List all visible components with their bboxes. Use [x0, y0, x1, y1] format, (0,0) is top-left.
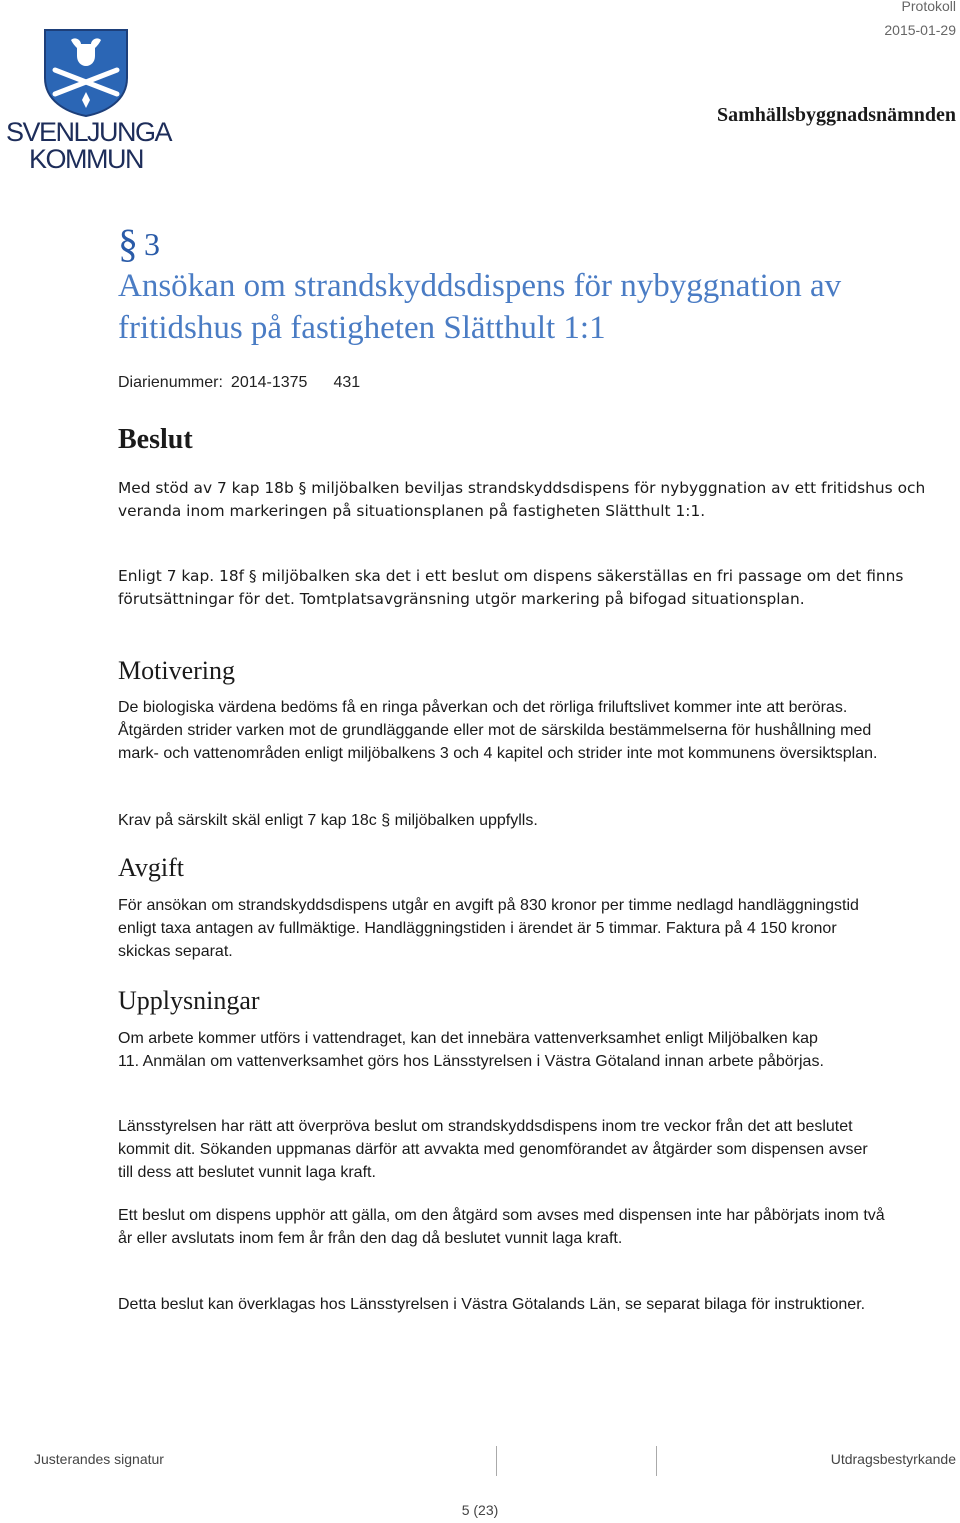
committee-name: Samhällsbyggnadsnämnden: [717, 104, 956, 126]
signature-label: Justerandes signatur: [34, 1451, 164, 1467]
paragraph-number: 3: [144, 226, 160, 262]
diarie-code: 431: [333, 374, 361, 391]
upplysningar-paragraph-4: Detta beslut kan överklagas hos Länsstyrelsen i Västra Götalands Län, se separat bilaga för instruktioner.: [118, 1296, 866, 1313]
beslut-paragraph-1: Med stöd av 7 kap 18b § miljöbalken beviljas strandskyddsdispens för nybyggnation av ett fritidshus och veranda inom markeringen på situationsplanen på fastigheten Slätthult 1:1.: [118, 479, 926, 520]
heading-avgift: Avgift: [118, 853, 184, 882]
logo-line2: KOMMUN: [29, 144, 143, 174]
diarie-number: 2014-1375: [230, 374, 308, 391]
coat-of-arms-icon: [41, 26, 131, 118]
section-title: Ansökan om strandskyddsdispens för nybyggnation av fritidshus på fastigheten Slätthult 1:1: [118, 268, 842, 346]
document-type: Protokoll: [901, 0, 956, 14]
logo-line1: SVENLJUNGA: [6, 117, 172, 147]
avgift-paragraph-1: För ansökan om strandskyddsdispens utgår en avgift på 830 kronor per timme nedlagd handläggningstid enligt taxa antagen av fullmäktige. Handläggningstiden i ärendet är 5 timmar. Faktura på 4 150 kronor skickas separat.: [118, 897, 859, 960]
municipality-logo: [6, 26, 172, 174]
signature-divider: [656, 1446, 657, 1476]
beslut-paragraph-2: Enligt 7 kap. 18f § miljöbalken ska det i ett beslut om dispens säkerställas en fri passage om det finns förutsättningar för det. Tomtplatsavgränsning utgör markering på bifogad situationsplan.: [118, 567, 904, 608]
signature-divider: [496, 1446, 497, 1476]
document-date: 2015-01-29: [884, 22, 956, 38]
upplysningar-paragraph-2: Länsstyrelsen har rätt att överpröva beslut om strandskyddsdispens inom tre veckor från det att beslutet kommit dit. Sökanden uppmanas därför att avvakta med genomförandet av åtgärder som dispensen avser till dess att beslutet vunnit laga kraft.: [118, 1118, 868, 1181]
page-number: 5 (23): [461, 1502, 499, 1518]
diarienummer: [118, 374, 368, 392]
section-number: [118, 221, 160, 266]
motivering-paragraph-2: Krav på särskilt skäl enligt 7 kap 18c § miljöbalken uppfylls.: [118, 812, 538, 829]
upplysningar-paragraph-3: Ett beslut om dispens upphör att gälla, om den åtgärd som avses med dispensen inte har påbörjats inom två år eller avslutats inom fem år från den dag då beslutet vunnit laga kraft.: [118, 1207, 885, 1247]
certification-label: Utdragsbestyrkande: [830, 1451, 956, 1467]
heading-beslut: Beslut: [118, 424, 193, 455]
diarie-label: Diarienummer:: [118, 374, 223, 391]
upplysningar-paragraph-1: Om arbete kommer utförs i vattendraget, kan det innebära vattenverksamhet enligt Miljöbalken kap 11. Anmälan om vattenverksamhet görs hos Länsstyrelsen i Västra Götaland innan arbete påbörjas.: [118, 1030, 824, 1070]
motivering-paragraph-1: De biologiska värdena bedöms få en ringa påverkan och det rörliga friluftslivet kommer inte att beröras. Åtgärden strider varken mot de grundläggande eller mot de särskilda bestämmelserna för hushållning med mark- och vattenområden enligt miljöbalkens 3 och 4 kapitel och strider inte mot kommunens översiktsplan.: [118, 699, 878, 762]
heading-upplysningar: Upplysningar: [118, 986, 260, 1015]
heading-motivering: Motivering: [118, 656, 235, 685]
paragraph-sign-icon: §: [118, 221, 138, 266]
